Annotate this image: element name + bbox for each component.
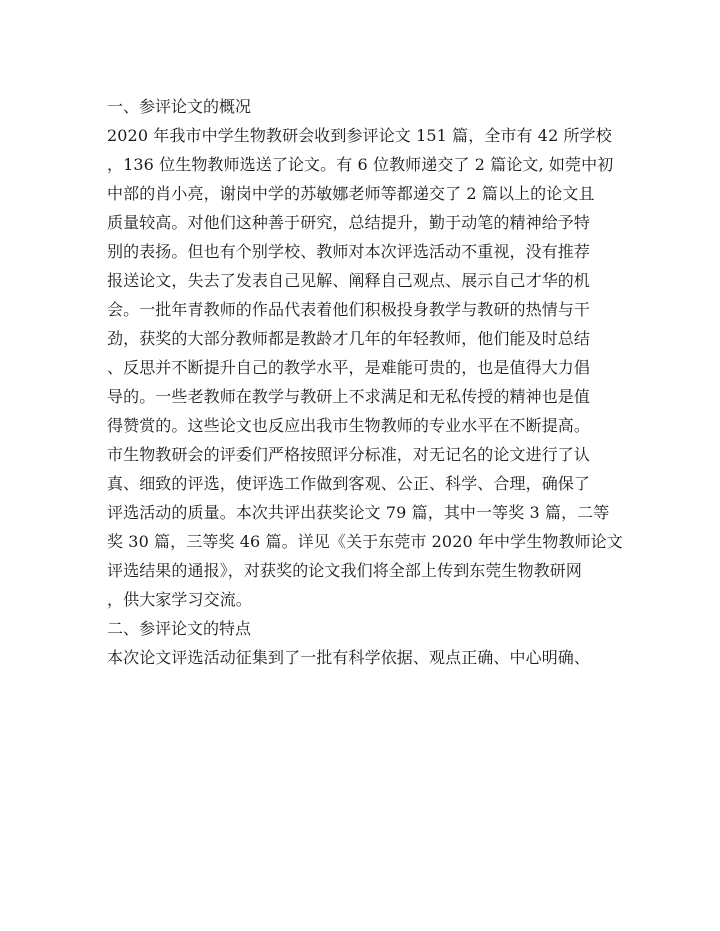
paragraph-line: 质量较高。对他们这种善于研究，总结提升，勤于动笔的精神给予特 xyxy=(107,213,591,232)
paragraph-judging xyxy=(107,440,623,614)
paragraph-line: 评选结果的通报》，对获奖的论文我们将全部上传到东莞生物教研网 xyxy=(107,561,583,580)
paragraph-line: 、反思并不断提升自己的教学水平，是难能可贵的，也是值得大力倡 xyxy=(107,358,591,377)
paragraph-line: ，136 位生物教师选送了论文。有 6 位教师递交了 2 篇论文, 如莞中初 xyxy=(107,155,614,174)
paragraph-line: 劲，获奖的大部分教师都是教龄才几年的年轻教师，他们能及时总结 xyxy=(107,329,591,348)
paragraph-line: 导的。一些老教师在教学与教研上不求满足和无私传授的精神也是值 xyxy=(107,387,591,406)
section-heading-features: 二、参评论文的特点 xyxy=(107,619,252,638)
paragraph-line: 奖 30 篇，三等奖 46 篇。详见《关于东莞市 2020 年中学生物教师论文 xyxy=(107,532,623,551)
document-body xyxy=(107,92,623,672)
paragraph-line: ，供大家学习交流。 xyxy=(107,590,252,609)
paragraph-line: 真、细致的评选，使评选工作做到客观、公正、科学、合理，确保了 xyxy=(107,474,591,493)
section-heading-overview: 一、参评论文的概况 xyxy=(107,97,252,116)
paragraph-line: 别的表扬。但也有个别学校、教师对本次评选活动不重视，没有推荐 xyxy=(107,242,591,261)
paragraph-line: 中部的肖小亮，谢岗中学的苏敏娜老师等都递交了 2 篇以上的论文且 xyxy=(107,184,595,203)
paragraph-line: 得赞赏的。这些论文也反应出我市生物教师的专业水平在不断提高。 xyxy=(107,416,591,435)
paragraph-line: 本次论文评选活动征集到了一批有科学依据、观点正确、中心明确、 xyxy=(107,648,591,667)
paragraph-line: 市生物教研会的评委们严格按照评分标准，对无记名的论文进行了认 xyxy=(107,445,591,464)
paragraph-line: 评选活动的质量。本次共评出获奖论文 79 篇，其中一等奖 3 篇，二等 xyxy=(107,503,610,522)
paragraph-line: 报送论文，失去了发表自己见解、阐释自己观点、展示自己才华的机 xyxy=(107,271,591,290)
paragraph-features xyxy=(107,643,617,672)
paragraph-overview xyxy=(107,121,617,440)
paragraph-line: 2020 年我市中学生物教研会收到参评论文 151 篇，全市有 42 所学校 xyxy=(107,126,612,145)
paragraph-line: 会。一批年青教师的作品代表着他们积极投身教学与教研的热情与干 xyxy=(107,300,591,319)
